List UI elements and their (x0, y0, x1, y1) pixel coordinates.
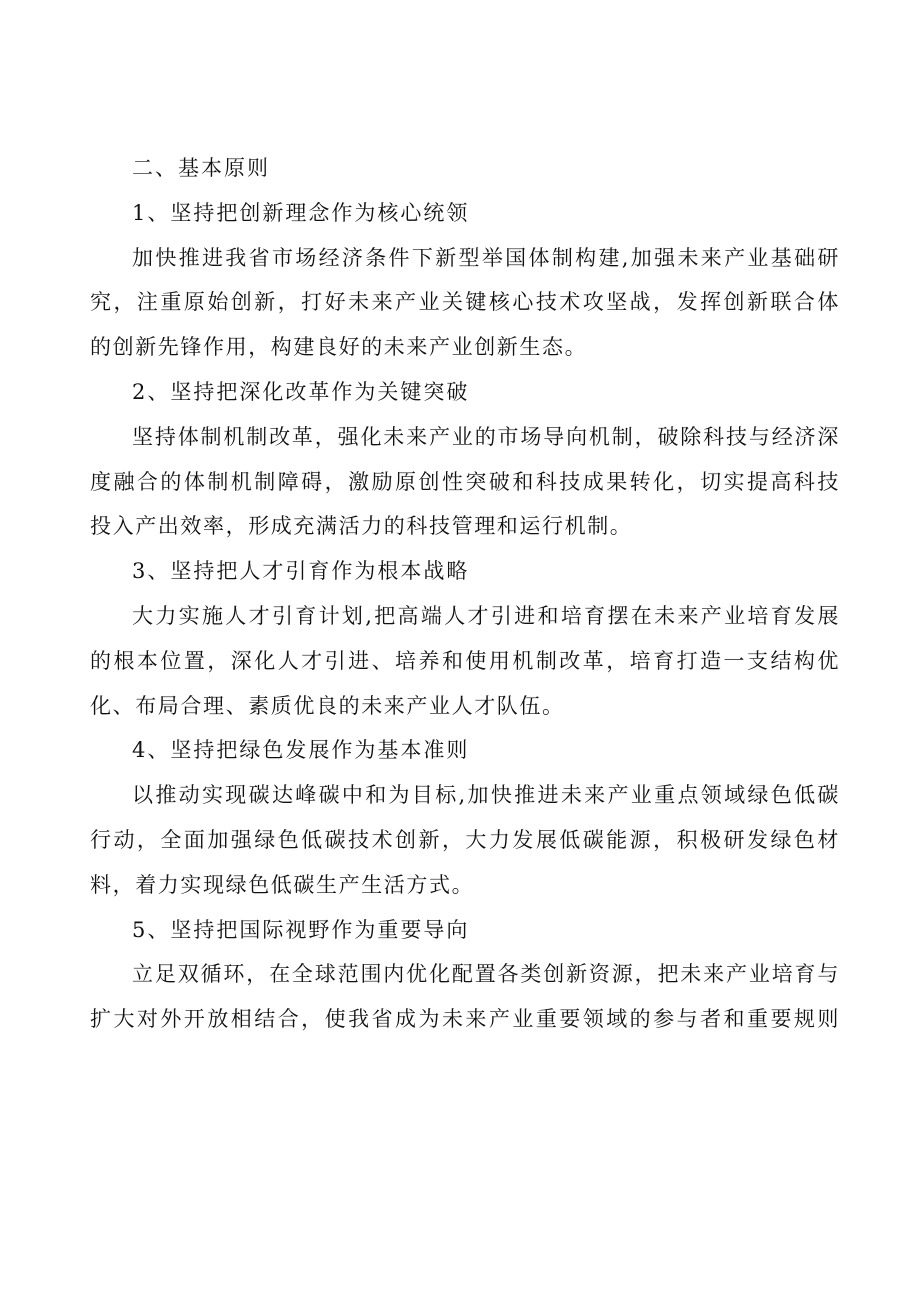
principle-1-text-line: 究，注重原始创新，打好未来产业关键核心技术攻坚战，发挥创新联合体 (90, 290, 840, 315)
principle-3-text-line: 大力实施人才引育计划,把高端人才引进和培育摆在未来产业培育发展 (132, 603, 840, 628)
principle-1-heading: 1、坚持把创新理念作为核心统领 (132, 200, 470, 225)
principle-1-text-line: 的创新先锋作用，构建良好的未来产业创新生态。 (90, 335, 588, 360)
principle-3-text-line: 化、布局合理、素质优良的未来产业人才队伍。 (90, 693, 565, 718)
principle-2-text-line: 投入产出效率，形成充满活力的科技管理和运行机制。 (90, 514, 633, 539)
principle-4-text-line: 行动，全面加强绿色低碳技术创新，大力发展低碳能源，积极研发绿色材 (90, 827, 840, 852)
principle-3-text-line: 的根本位置，深化人才引进、培养和使用机制改革，培育打造一支结构优 (90, 648, 840, 673)
section-title: 二、基本原则 (132, 156, 270, 180)
principle-1-text-line: 加快推进我省市场经济条件下新型举国体制构建,加强未来产业基础研 (132, 245, 840, 270)
principle-2-heading: 2、坚持把深化改革作为关键突破 (132, 379, 470, 404)
principle-2-text-line: 度融合的体制机制障碍，激励原创性突破和科技成果转化，切实提高科技 (90, 469, 840, 494)
principle-4-text-line: 料，着力实现绿色低碳生产生活方式。 (90, 872, 475, 897)
principle-4-text-line: 以推动实现碳达峰碳中和为目标,加快推进未来产业重点领域绿色低碳 (132, 783, 840, 808)
principle-3-heading: 3、坚持把人才引育作为根本战略 (132, 559, 470, 584)
principle-2-text-line: 坚持体制机制改革，强化未来产业的市场导向机制，破除科技与经济深 (132, 424, 840, 449)
document-body (90, 146, 840, 1042)
principle-5-heading: 5、坚持把国际视野作为重要导向 (132, 917, 470, 942)
principle-4-heading: 4、坚持把绿色发展作为基本准则 (132, 738, 470, 763)
principle-5-text-line: 扩大对外开放相结合，使我省成为未来产业重要领域的参与者和重要规则 (90, 1007, 840, 1032)
principle-5-text-line: 立足双循环，在全球范围内优化配置各类创新资源，把未来产业培育与 (132, 962, 840, 987)
